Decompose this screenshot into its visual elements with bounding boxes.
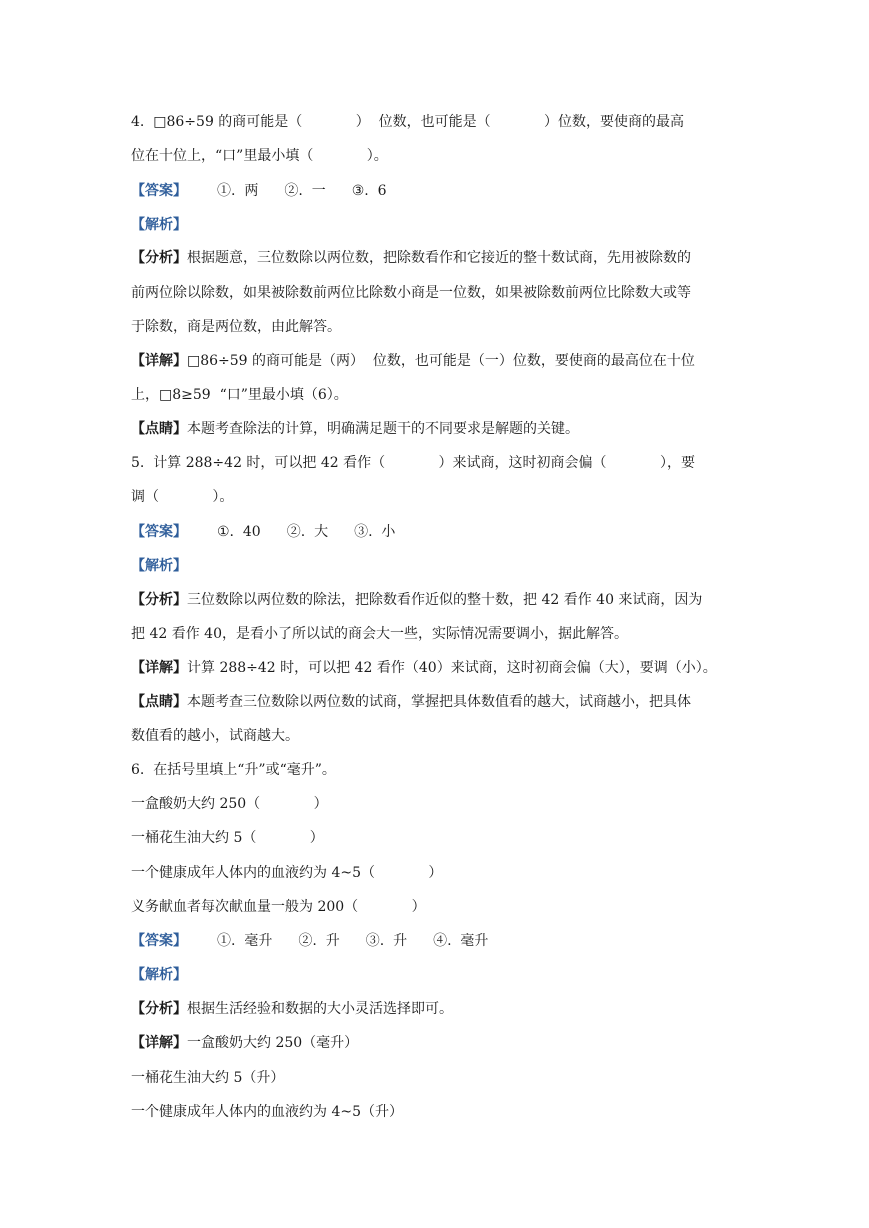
analysis-tag: 【解析】: [131, 217, 187, 233]
answer-option: ②. 一: [284, 183, 326, 199]
q6-detail-line-2: 一桶花生油大约 5（升）: [131, 1070, 285, 1086]
answer-option: ③. 6: [351, 183, 387, 199]
analysis-prefix: 【分析】: [131, 1001, 187, 1017]
answer-option: ①. 两: [217, 183, 259, 199]
q6-analysis-tag-line: [131, 966, 187, 984]
answer-option: ③. 小: [354, 524, 396, 540]
q5-answer-line: [131, 523, 421, 541]
detail-prefix: 【详解】: [131, 660, 187, 676]
answer-option: ①. 40: [217, 524, 261, 540]
q5-detail-line: 【详解】计算 288÷42 时，可以把 42 看作（40）来试商，这时初商会偏（大），要调（小）。: [131, 660, 717, 676]
q4-answer-line: [131, 182, 413, 200]
q5-comment-line-1: 【点睛】本题考查三位数除以两位数的试商，掌握把具体数值看的越大，试商越小，把具体: [131, 694, 691, 710]
detail-prefix: 【详解】: [131, 1035, 187, 1051]
analysis-tag: 【解析】: [131, 558, 187, 574]
q6-analysis-line: 【分析】根据生活经验和数据的大小灵活选择即可。: [131, 1001, 453, 1017]
q6-detail-line-1: 【详解】一盒酸奶大约 250（毫升）: [131, 1035, 359, 1051]
answer-option: ②. 大: [286, 524, 329, 540]
q6-item-2: 一桶花生油大约 5（ ）: [131, 830, 324, 846]
q4-analysis-line-1: 【分析】根据题意，三位数除以两位数，把除数看作和它接近的整十数试商，先用被除数的: [131, 250, 691, 266]
q5-comment-line-2: 数值看的越小，试商越大。: [131, 728, 299, 744]
q5-question-line-1: 5. 计算 288÷42 时，可以把 42 看作（ ）来试商，这时初商会偏（ ），要: [131, 455, 695, 471]
answer-tag: 【答案】: [131, 183, 187, 199]
q6-question-line: 6. 在括号里填上“升”或“毫升”。: [131, 762, 336, 778]
analysis-prefix: 【分析】: [131, 592, 187, 608]
q6-item-3: 一个健康成年人体内的血液约为 4~5（ ）: [131, 865, 443, 881]
q6-item-4: 义务献血者每次献血量一般为 200（ ）: [131, 899, 426, 915]
q6-item-1: 一盒酸奶大约 250（ ）: [131, 796, 328, 812]
analysis-prefix: 【分析】: [131, 250, 187, 266]
q5-analysis-line-2: 把 42 看作 40，是看小了所以试的商会大一些，实际情况需要调小，据此解答。: [131, 626, 628, 642]
comment-prefix: 【点睛】: [131, 694, 187, 710]
q4-analysis-line-3: 于除数，商是两位数，由此解答。: [131, 319, 341, 335]
q4-comment-line: 【点睛】本题考查除法的计算，明确满足题干的不同要求是解题的关键。: [131, 421, 579, 437]
detail-prefix: 【详解】: [131, 353, 187, 369]
analysis-tag: 【解析】: [131, 967, 187, 983]
q5-question-line-2: 调（ ）。: [131, 489, 234, 505]
q4-question-line-2: 位在十位上，“口”里最小填（ ）。: [131, 148, 388, 164]
comment-prefix: 【点睛】: [131, 421, 187, 437]
q5-analysis-tag-line: [131, 557, 187, 575]
answer-option: ③. 升: [365, 933, 408, 949]
answer-tag: 【答案】: [131, 933, 187, 949]
answer-option: ②. 升: [298, 933, 340, 949]
q6-detail-line-3: 一个健康成年人体内的血液约为 4~5（升）: [131, 1104, 403, 1120]
q6-answer-line: [131, 932, 514, 950]
answer-tag: 【答案】: [131, 524, 187, 540]
answer-option: ④. 毫升: [433, 933, 489, 949]
q4-detail-line-2: 上，□8≥59 “口”里最小填（6）。: [131, 387, 348, 403]
q4-detail-line-1: 【详解】□86÷59 的商可能是（两） 位数，也可能是（一）位数，要使商的最高位在十位: [131, 353, 695, 369]
q4-analysis-tag-line: [131, 216, 187, 234]
answer-option: ①. 毫升: [217, 933, 273, 949]
q5-analysis-line-1: 【分析】三位数除以两位数的除法，把除数看作近似的整十数，把 42 看作 40 来试商，因为: [131, 592, 703, 608]
q4-analysis-line-2: 前两位除以除数，如果被除数前两位比除数小商是一位数，如果被除数前两位比除数大或等: [131, 285, 691, 301]
q4-question-line-1: 4. □86÷59 的商可能是（ ） 位数，也可能是（ ）位数，要使商的最高: [131, 114, 684, 130]
